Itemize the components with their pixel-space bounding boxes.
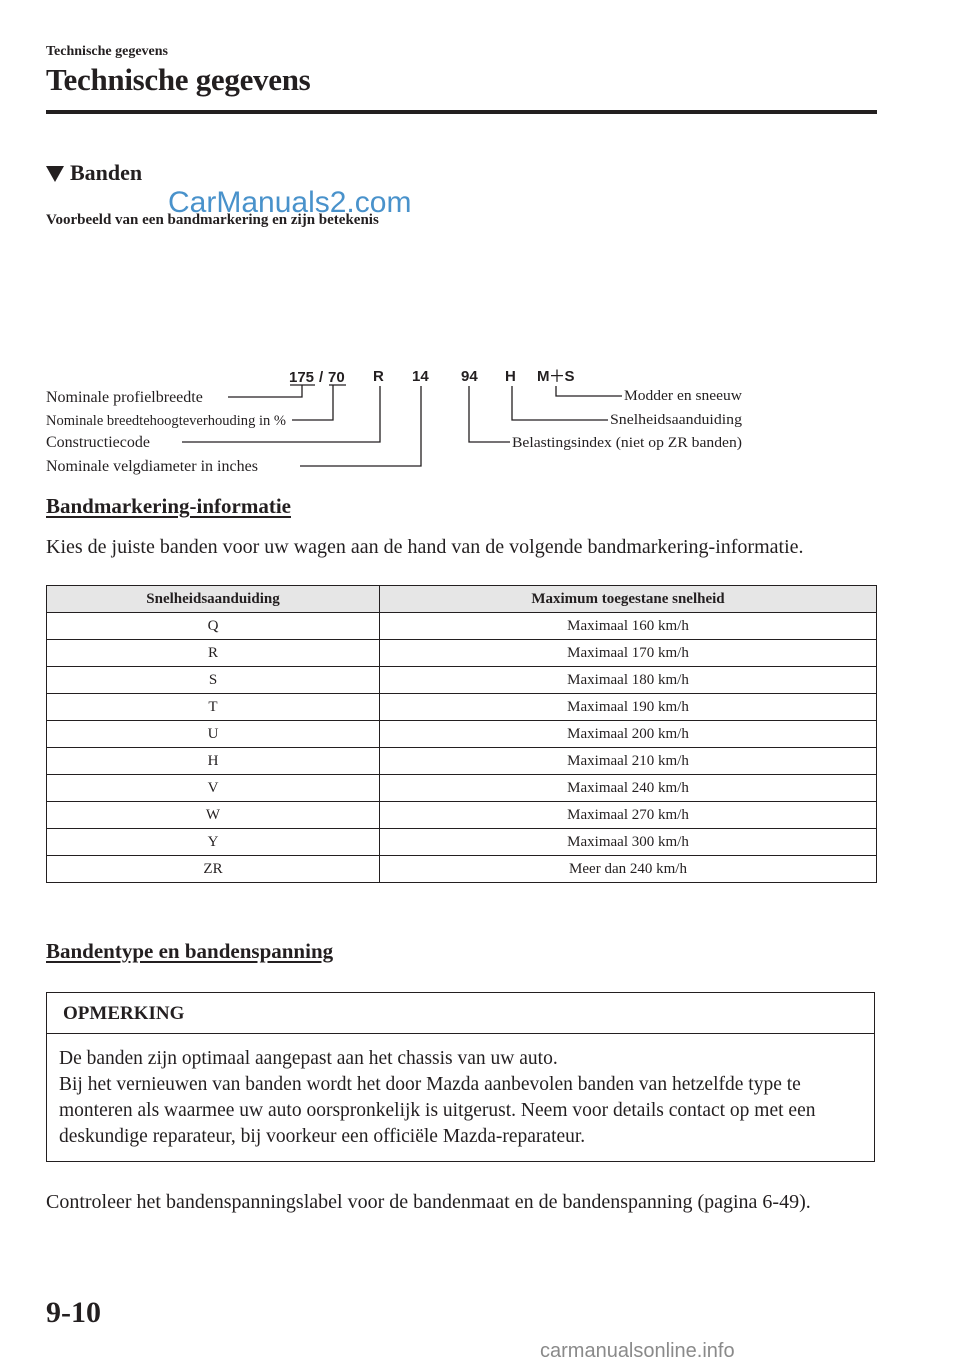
- label-width: Nominale profielbreedte: [46, 389, 203, 406]
- rating-cell: W: [47, 802, 380, 829]
- label-rim: Nominale velgdiameter in inches: [46, 458, 258, 475]
- max-speed-cell: Maximaal 300 km/h: [380, 829, 877, 856]
- table-row: [47, 856, 877, 883]
- table-row: [47, 748, 877, 775]
- footer-watermark: carmanualsonline.info: [540, 1340, 735, 1362]
- marking-info-heading: Bandmarkering-informatie: [46, 494, 291, 518]
- code-load: 94: [461, 368, 478, 385]
- marking-info-intro: Kies de juiste banden voor uw wagen aan de hand van de volgende bandmarkering-informatie.: [46, 536, 804, 558]
- speed-rating-table: [46, 585, 877, 883]
- label-mud: Modder en sneeuw: [624, 388, 743, 404]
- triangle-down-icon: [46, 166, 64, 182]
- note-line-1: De banden zijn optimaal aangepast aan het chassis van uw auto.: [59, 1048, 558, 1069]
- max-speed-cell: Maximaal 270 km/h: [380, 802, 877, 829]
- rating-cell: H: [47, 748, 380, 775]
- max-speed-cell: Maximaal 180 km/h: [380, 667, 877, 694]
- table-row: [47, 694, 877, 721]
- table-row: [47, 775, 877, 802]
- rating-cell: Q: [47, 613, 380, 640]
- table-row: [47, 667, 877, 694]
- title-rule: [46, 110, 877, 114]
- rating-cell: ZR: [47, 856, 380, 883]
- rating-cell: S: [47, 667, 380, 694]
- rating-cell: R: [47, 640, 380, 667]
- code-speed: H: [505, 368, 516, 385]
- note-title: OPMERKING: [47, 993, 874, 1034]
- page-number: 9-10: [46, 1296, 101, 1329]
- label-speed: Snelheidsaanduiding: [610, 412, 742, 428]
- code-width: 175: [289, 369, 315, 386]
- note-body: [47, 1034, 874, 1150]
- table-header-row: [47, 586, 877, 613]
- rating-cell: U: [47, 721, 380, 748]
- rating-cell: Y: [47, 829, 380, 856]
- column-header-rating: Snelheidsaanduiding: [47, 586, 380, 613]
- tire-type-heading: Bandentype en bandenspanning: [46, 939, 334, 963]
- tire-marking-diagram: [0, 350, 960, 480]
- label-ratio: Nominale breedtehoogteverhouding in %: [46, 413, 286, 429]
- code-slash: /: [319, 369, 324, 386]
- max-speed-cell: Maximaal 160 km/h: [380, 613, 877, 640]
- running-header: Technische gegevens: [46, 44, 168, 59]
- rating-cell: T: [47, 694, 380, 721]
- section-title: [46, 160, 142, 186]
- label-load: Belastingsindex (niet op ZR banden): [512, 435, 743, 451]
- rating-cell: V: [47, 775, 380, 802]
- max-speed-cell: Meer dan 240 km/h: [380, 856, 877, 883]
- watermark: CarManuals2.com: [168, 186, 412, 219]
- table-row: [47, 640, 877, 667]
- column-header-max-speed: Maximum toegestane snelheid: [380, 586, 877, 613]
- max-speed-cell: Maximaal 200 km/h: [380, 721, 877, 748]
- note-box: [46, 992, 875, 1162]
- max-speed-cell: Maximaal 170 km/h: [380, 640, 877, 667]
- closing-paragraph: Controleer het bandenspanningslabel voor de bandenmaat en de bandenspanning (pagina 6-49).: [46, 1191, 811, 1213]
- table-row: [47, 829, 877, 856]
- max-speed-cell: Maximaal 210 km/h: [380, 748, 877, 775]
- table-row: [47, 802, 877, 829]
- table-row: [47, 613, 877, 640]
- example-caption: Voorbeeld van een bandmarkering en zijn betekenis: [46, 212, 379, 228]
- code-mud: M＋S: [537, 368, 575, 385]
- max-speed-cell: Maximaal 190 km/h: [380, 694, 877, 721]
- code-rim: 14: [412, 368, 429, 385]
- section-title-text: Banden: [70, 160, 143, 185]
- label-construction: Constructiecode: [46, 434, 150, 451]
- code-construction: R: [373, 368, 384, 385]
- note-line-2: Bij het vernieuwen van banden wordt het door Mazda aanbevolen banden van hetzelfde type te monteren als waarmee uw auto oorspronkelijk is uitgerust. Neem voor details contact op met een deskundige reparateur, bij voorkeur een officiële Mazda-reparateur.: [59, 1074, 816, 1147]
- code-ratio: 70: [328, 369, 345, 386]
- page-title: Technische gegevens: [46, 62, 311, 97]
- table-row: [47, 721, 877, 748]
- max-speed-cell: Maximaal 240 km/h: [380, 775, 877, 802]
